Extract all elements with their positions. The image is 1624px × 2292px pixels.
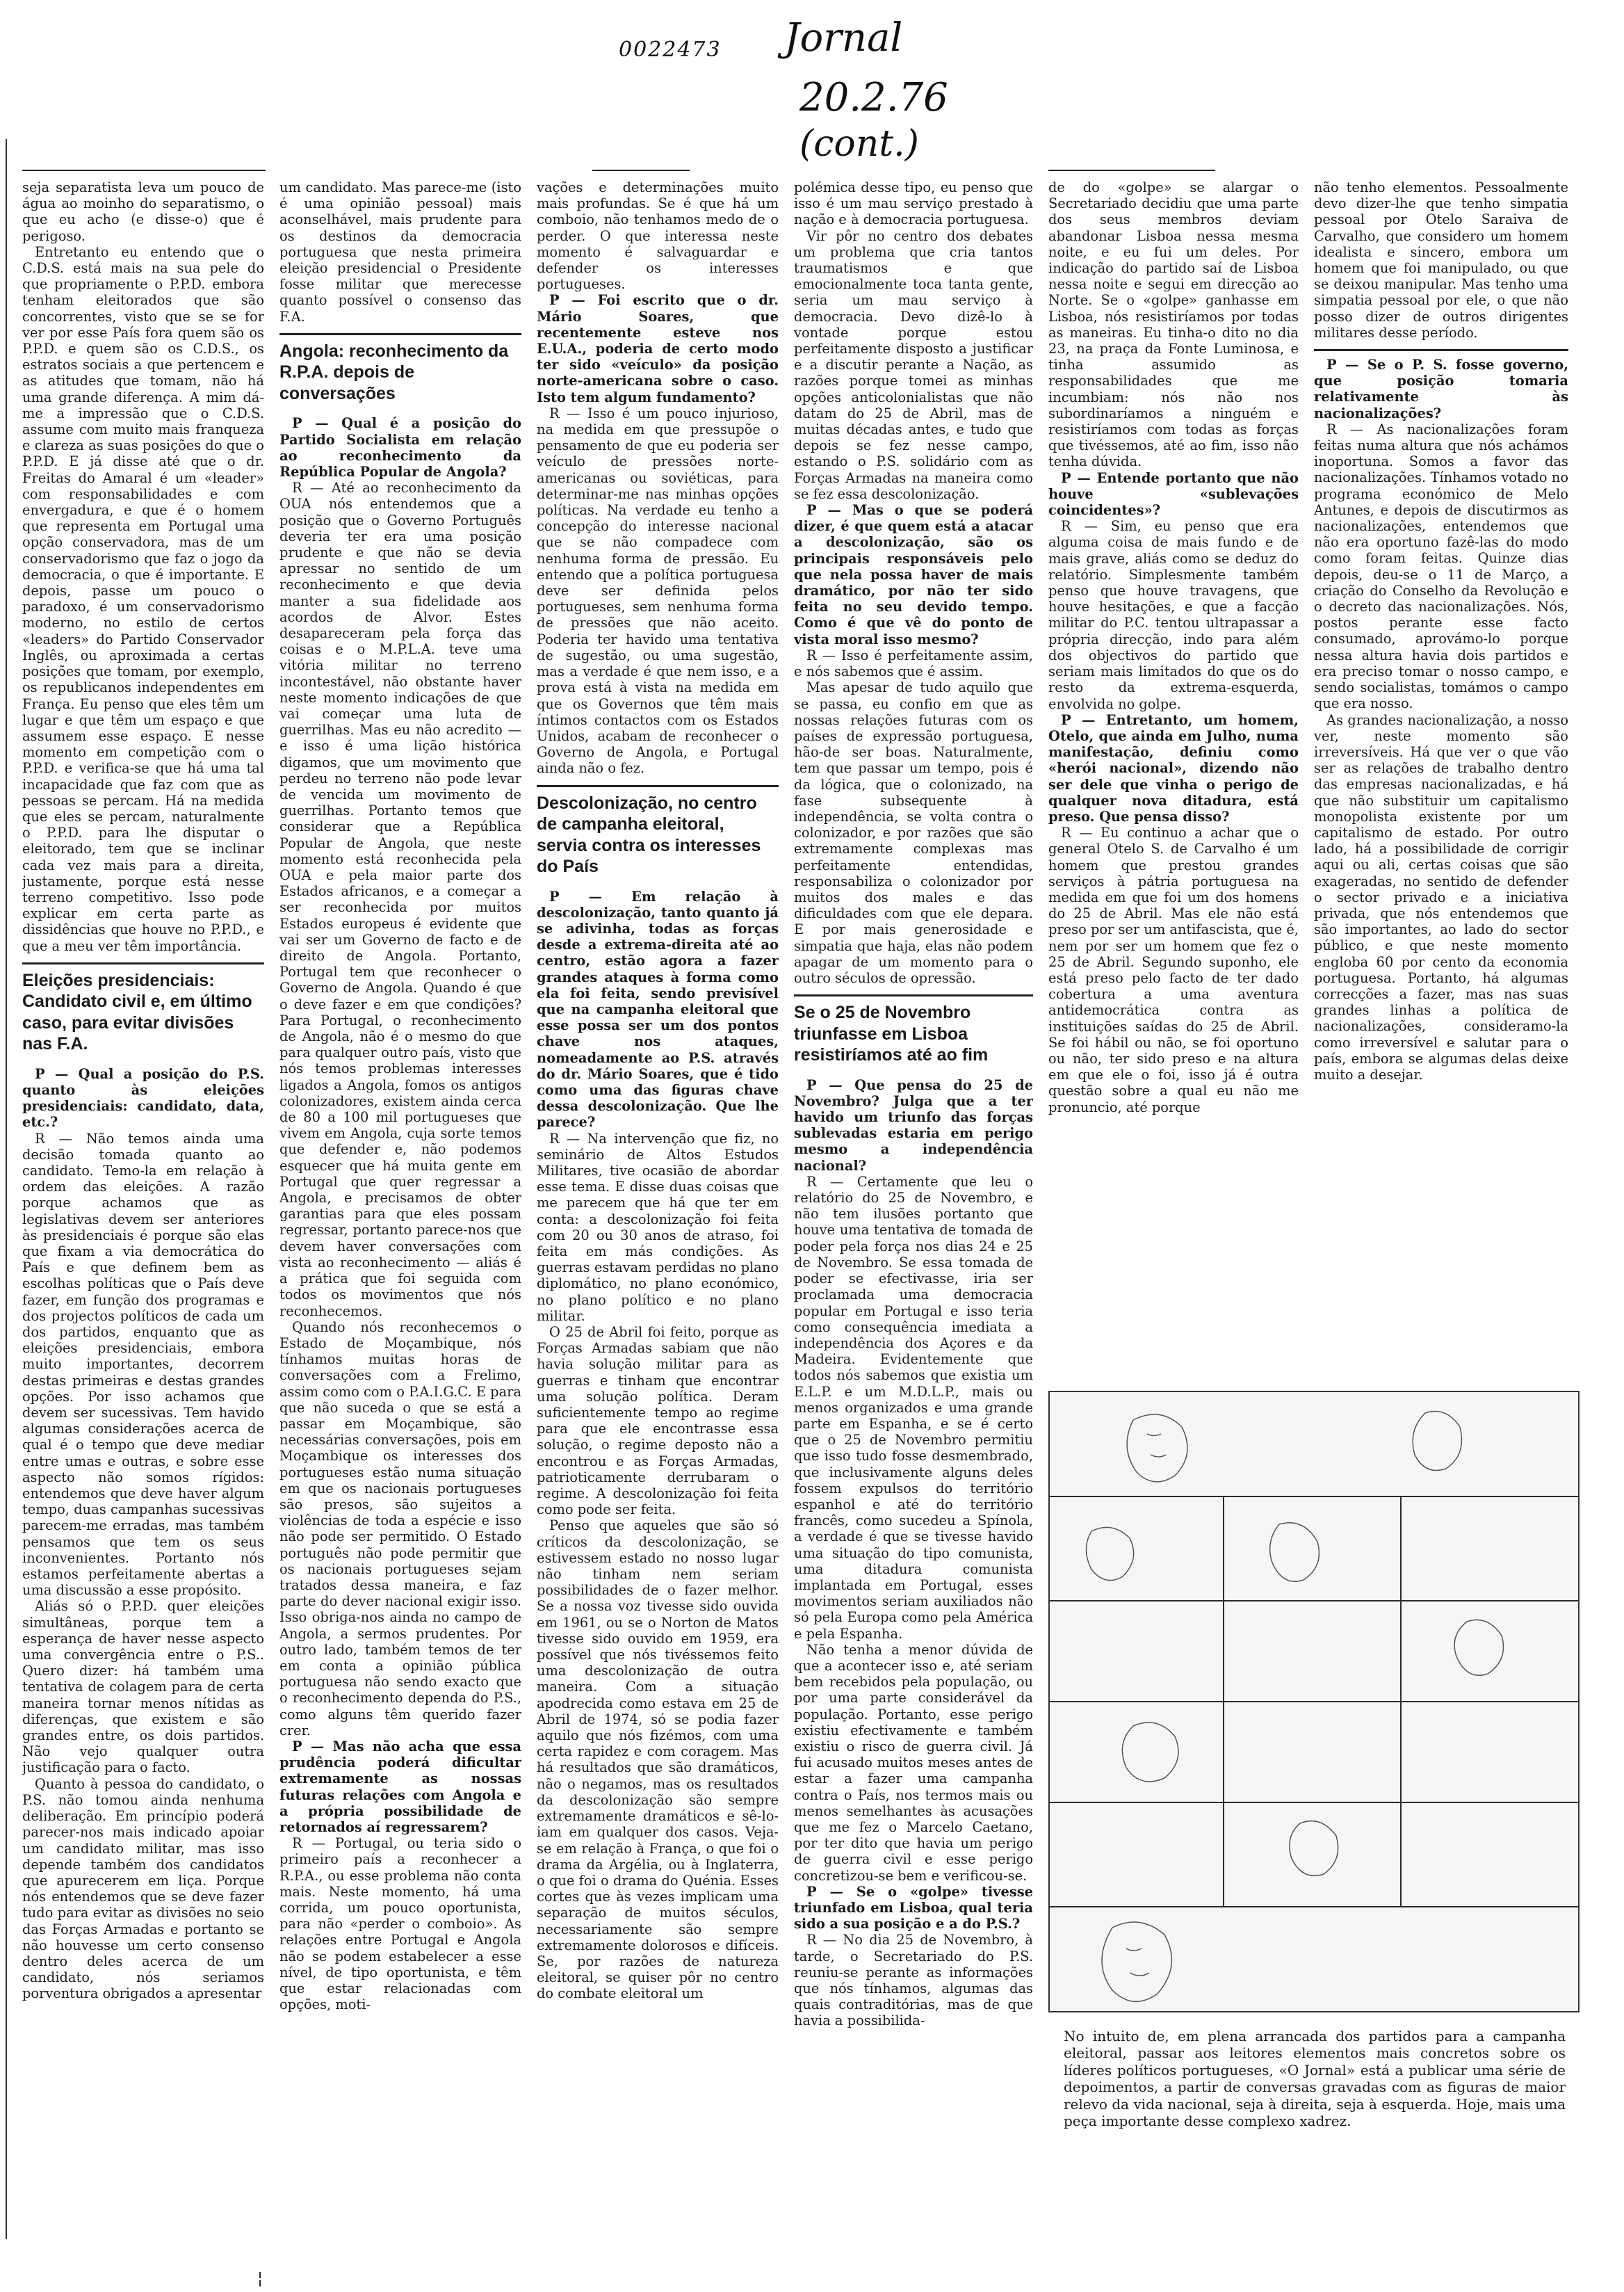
photo-caption: No intuito de, em plena arrancada dos partidos para a campanha eleitoral, passar aos leitores elementos mais concretos sobre os líderes políticos portugueses, «O Jornal» está a publicar uma série de depoimentos, a partir de conversas gravadas com as figuras de maior relevo da vida nacional, seja à direita, seja à esquerda. Hoje, mais uma peça importante desse complexo xadrez. [1064, 2028, 1566, 2129]
archive-reference-number: 0022473 [619, 38, 722, 62]
paragraph: vações e determinações muito mais profundas. Se é que há um comboio, não tenhamos medo de o perder. O que interessa neste momento é salvaguardar e defender os interesses portugueses. [537, 179, 779, 293]
paragraph: não tenho elementos. Pessoalmente devo dizer-lhe que tenho simpatia pessoal por Otelo Saraiva de Carvalho, que considero um homem idealista e sincero, embora um homem que foi manipulado, ou que se deixou manipular. Mas tenho uma simpatia pessoal por ele, o que não posso dizer de outros dirigentes militares desse período. [1314, 179, 1568, 341]
answer: R — Até ao reconhecimento da OUA nós entendemos que a posição que o Governo Português deveria ter era uma posição prudente e que não se devia apressar no sentido de um reconhecimento e que devia manter a sua fidelidade aos acordos de Alvor. Estes desapareceram pela força das coisas e o M.P.L.A. teve uma vitória militar no terreno incontestável, não obstante haver neste momento indicações de que vai começar uma luta de guerrilhas. Mas eu não acredito — e isso é uma lição histórica digamos, que um movimento que perdeu no terreno não pode levar de vencida um movimento de guerrilhas. Portanto temos que considerar que a República Popular de Angola, que neste momento está reconhecida pela OUA e pela maior parte dos Estados africanos, e a começar a ser reconhecida por muitos Estados europeus é evidente que vai ser um Governo de facto e de direito de Angola. Portanto, Portugal tem que reconhecer o Governo de Angola. Quando é que o deve fazer e em que condições? Para Portugal, o reconhecimento de Angola, não é o mesmo do que para qualquer outro país, visto que nós temos problemas interesses ligados a Angola, fomos os antigos colonizadores, existem ainda cerca de 80 a 100 mil portugueses que vivem em Angola, cuja sorte temos que defender e, não podemos esquecer que há muita gente em Portugal que quer regressar a Angola, e precisamos de obter garantias para que eles possam regressar, portanto parece-nos que devem haver conversações com vista ao reconhecimento — aliás é a prática que foi seguida com todos os movimentos que nós reconhecemos. [279, 480, 521, 1319]
paragraph: Não tenha a menor dúvida de que a acontecer isso e, até seriam bem recebidos pela população, ou por uma parte considerável da população. Portanto, esse perigo existiu efectivamente e também existiu o risco de guerra civil. Já fui acusado muitos meses antes de estar a fazer uma campanha contra o País, nos termos mais ou menos semelhantes às acusações que me fez o Marcelo Caetano, por ter dito que havia um perigo de guerra civil e esse perigo concretizou-se bem e verificou-se. [794, 1641, 1033, 1884]
top-rule [22, 170, 266, 171]
handwritten-date: 20.2.76 [799, 75, 948, 120]
article-column-5 [1048, 179, 1299, 1362]
paragraph: As grandes nacionalização, a nosso ver, neste momento são irreversíveis. Há que ver o que vão ser as relações de trabalho dentro das empresas nacionalizadas, e há que não substituir um capitalismo monopolista existente por um capitalismo de estado. Por outro lado, há a possibilidade de corrigir aqui ou ali, certas coisas que são exageradas, no sentido de defender o sector privado e a iniciativa privada, que nós entendemos que são importantes, ao lado do sector público, e que neste momento engloba 60 por cento da economia portuguesa. Portanto, há algumas correcções a fazer, mas nas suas grandes linhas a política de nacionalizações, consideramo-la como irreversível e salutar para o país, embora se algumas delas deixe muito a desejar. [1314, 711, 1568, 1083]
question: P — Se o P. S. fosse governo, que posição tomaria relativamente às nacionalizações? [1314, 357, 1568, 421]
paragraph: Penso que aqueles que são só críticos da descolonização, se estivessem estado no nosso lugar não tinham nem seriam possibilidades de o fazer melhor. Se a nossa voz tivesse sido ouvida em 1961, ou se o Norton de Matos tivesse sido ouvido em 1959, era possível que nós tivéssemos feito uma descolonização de outra maneira. Com a situação apodrecida como estava em 25 de Abril de 1974, só se podia fazer aquilo que nós fizémos, com uma certa rapidez e com coragem. Mas há resultados que são dramáticos, não o negamos, mas os resultados da descolonização são sempre extremamente dramáticos e sê-lo-iam em qualquer dos casos. Veja-se em relação à França, o que foi o drama da Argélia, ou à Inglaterra, o que foi o drama do Quénia. Esses cortes que às vezes implicam uma separação de muitos séculos, necessariamente são sempre extremamente dolorosos e difíceis. Se, por razões de natureza eleitoral, se quiser pôr no centro do combate eleitoral um [537, 1517, 779, 2002]
section-rule [794, 994, 1033, 996]
photo-strip-image [1050, 1392, 1578, 2011]
article-column-6 [1314, 179, 1568, 1362]
paragraph: Quando nós reconhecemos o Estado de Moçambique, nós tínhamos muitas horas de conversações com a Frelimo, assim como com o P.A.I.G.C. E para que não suceda o que se está a passar em Moçambique, são necessárias conversações, pois em Moçambique os interesses dos portugueses estão numa situação em que os nacionais portugueses são presos, são sujeitos a violências de toda a espécie e isso não pode ser permitido. O Estado português não pode permitir que os nacionais portugueses sejam tratados dessa maneira, e faz parte do dever nacional exigir isso. Isso obriga-nos ainda no campo de Angola, a sermos prudentes. Por outro lado, também temos de ter em conta a opinião pública portuguesa não sendo exacto que o reconhecimento dependa do P.S., como alguns têm querido fazer crer. [279, 1318, 521, 1738]
paragraph: Mas apesar de tudo aquilo que se passa, eu confio em que as nossas relações futuras com os países de expressão portuguesa, hão-de ser boas. Naturalmente, tem que passar um tempo, pois é da lógica, que o colonizado, na fase subsequente à independência, se volta contra o colonizador, e por razões que são extremamente complexas mas perfeitamente entendidas, responsabiliza o colonizador por muitos dos males e das dificuldades com que ele depara. E por mais generosidade e simpatia que haja, elas não podem apagar de um momento para o outro séculos de opressão. [794, 679, 1033, 986]
section-headline: Descolonização, no centro de campanha eleitoral, servia contra os interesses do País [537, 793, 761, 877]
top-rule [592, 170, 690, 171]
answer: R — As nacionalizações foram feitas numa altura que nós achámos inoportuna. Somos a favor das nacionalizações. Tínhamos votado no programa económico de Melo Antunes, e depois de discutirmos as nacionalizações, entendemos que não era oportuno fazê-las do modo como foram feitas. Quinze dias depois, deu-se o 11 de Março, a criação do Conselho da Revolução e o decreto das nacionalizações. Nós, postos perante esse facto consumado, aprovámo-lo porque nessa altura havia dois partidos e era preciso tomar o nosso campo, e sendo socialistas, tomámos o campo que era nosso. [1314, 421, 1568, 712]
question: P — Entende portanto que não houve «sublevações coincidentes»? [1048, 469, 1299, 519]
answer: R — Na intervenção que fiz, no seminário de Altos Estudos Militares, tive ocasião de abordar esse tema. E disse duas coisas que me parecem que há que ter em conta: a descolonização foi feita com 20 ou 30 anos de atraso, foi feita em más condições. As guerras estavam perdidas no plano diplomático, no plano económico, no plano político e no plano militar. [537, 1130, 779, 1324]
paragraph: O 25 de Abril foi feito, porque as Forças Armadas sabiam que não havia solução militar para as guerras e tinham que encontrar uma solução política. Deram suficientemente tempo ao regime para que ele encontrasse essa solução, o regime deposto não a encontrou e as Forças Armadas, patrioticamente derrubaram o regime. A descolonização foi feita como pode ser feita. [537, 1324, 779, 1518]
question: P — Entretanto, um homem, Otelo, que ainda em Julho, numa manifestação, definiu como «herói nacional», dizendo não ser dele que vinha o perigo de qualquer nova ditadura, está preso. Que pensa disso? [1048, 711, 1299, 825]
article-column-1 [22, 179, 264, 2238]
photo-strip [1048, 1391, 1580, 2012]
section-headline: Angola: reconhecimento da R.P.A. depois de conversações [279, 341, 509, 403]
top-rule [1048, 170, 1215, 171]
section-rule [537, 785, 779, 787]
answer: R — Sim, eu penso que era alguma coisa de mais fundo e de mais grave, aliás como se deduz do relatório. Simplesmente também penso que houve travagens, que houve hesitações, e que a facção militar do P.C. tentou ultrapassar a própria direcção, indo para além dos objectivos do partido que seriam mais limitados do que os do resto da extrema-esquerda, envolvida no golpe. [1048, 518, 1299, 712]
question: P — Se o «golpe» tivesse triunfado em Lisboa, qual teria sido a sua posição e a do P.S.? [794, 1883, 1033, 1932]
article-column-3 [537, 179, 779, 2238]
question: P — Em relação à descolonização, tanto quanto já se adivinha, todas as forças desde a extrema-direita até ao centro, estão agora a fazer grandes ataques à forma como ela foi feita, sendo previsível que na campanha eleitoral que esse possa ser um dos pontos chave nos ataques, nomeadamente ao P.S. através do dr. Mário Soares, que é tido como uma das figuras chave dessa descolonização. Que lhe parece? [537, 888, 779, 1131]
answer: R — Portugal, ou teria sido o primeiro país a reconhecer a R.P.A., ou esse problema não conta mais. Neste momento, há uma corrida, um pouco oportunista, para não «perder o comboio». As relações entre Portugal e Angola não se podem estabelecer a esse nível, de tipo oportunista, e têm que estar relacionadas com opções, moti- [279, 1835, 521, 2013]
article-column-2 [279, 179, 521, 2238]
answer: R — Isso é perfeitamente assim, e nós sabemos que é assim. [794, 647, 1033, 680]
question: P — Mas não acha que essa prudência poderá dificultar extremamente as nossas futuras relações com Angola e a própria possibilidade de retornados aí regressarem? [279, 1738, 521, 1835]
section-rule [279, 333, 521, 335]
section-headline: Eleições presidenciais: Candidato civil e, em último caso, para evitar divisões nas F.A. [22, 970, 252, 1054]
paragraph: Quanto à pessoa do candidato, o P.S. não tomou ainda nenhuma deliberação. Em princípio poderá parecer-nos mais indicado apoiar um candidato militar, mas isso depende também dos candidatos que apurecerem em liça. Porque nós entendemos que se deve fazer tudo para evitar as divisões no seio das Forças Armadas e portanto se não houvesse um certo consenso dentro deles acerca de um candidato, nós seriamos porventura obrigados a apresentar [22, 1775, 264, 2002]
paragraph: de do «golpe» se alargar o Secretariado decidiu que uma parte dos seus membros deviam abandonar Lisboa nessa mesma noite, e eu fui um deles. Por indicação do partido saí de Lisboa nessa noite e segui em direcção ao Norte. Se o «golpe» ganhasse em Lisboa, nós resistiríamos por todas as maneiras. Eu tinha-o dito no dia 23, na praça da Fonte Luminosa, e tinha assumido as responsabilidades que me incumbiam: nós não nos subordinaríamos a ninguém e resistiríamos com todas as forças que tivéssemos, até ao fim, isso não tenha dúvida. [1048, 179, 1299, 470]
page-left-edge [6, 139, 7, 2239]
paragraph: Entretanto eu entendo que o C.D.S. está mais na sua pele do que propriamente o P.P.D. embora tenham eleitorados que são concorrentes, visto que se se for ver por esse País fora quem são os P.P.D. e quem são os C.D.S., os estratos sociais a que pertencem e as atitudes que tomam, não há uma grande diferença. A mim dá-me a impressão que o C.D.S. assume com muito mais franqueza e clareza as suas posições do que o P.P.D. E já disse até que o dr. Freitas do Amaral é um «leader» com responsabilidades e com envergadura, e que é o homem que representa em Portugal uma opção conservadora, mas de um conservadorismo que faz o jogo da democracia, o que é importante. E depois, passe um pouco o paradoxo, é um conservadorismo moderno, no estilo de certos «leaders» do Partido Conservador Inglês, ou aproximada a certas posições que tomam, por exemplo, os republicanos independentes em França. Eu penso que eles têm um lugar e que têm um espaço e que assumem esse espaço. E nesse momento em competição com o P.P.D. e verifica-se que há uma tal incapacidade que faz com que as pessoas se percam. Há na medida que eles se percam, naturalmente o P.P.D. para lhe disputar o eleitorado, tem que se inclinar cada vez mais para a direita, justamente, porque está nesse terreno competitivo. Isso pode explicar em certa parte as dissidências que houve no P.P.D., e que a meu ver têm importância. [22, 243, 264, 954]
paragraph: Vir pôr no centro dos debates um problema que cria tantos traumatismos e que emocionalmente toca tanta gente, seria um mau serviço à democracia. Devo dizê-lo à vontade porque estou perfeitamente disposto a justificar e a discutir perante a Nação, as razões porque tomei as minhas opções anticolonialistas que não datam do 25 de Abril, mas de muitas décadas antes, e tudo que depois se fez nesse campo, estando o P.S. solidário com as Forças Armadas na maneira como se fez essa descolonização. [794, 227, 1033, 502]
handwritten-continued-note: (cont.) [799, 123, 919, 165]
paragraph: polémica desse tipo, eu penso que isso é um mau serviço prestado à nação e à democracia portuguesa. [794, 179, 1033, 228]
section-rule [22, 962, 264, 965]
question: P — Que pensa do 25 de Novembro? Julga que a ter havido um triunfo das forças sublevadas estaria em perigo mesmo a independência nacional? [794, 1076, 1033, 1174]
handwritten-publication-name: Jornal [784, 15, 903, 60]
paragraph: um candidato. Mas parece-me (isto é uma opinião pessoal) mais aconselhável, mais prudente para os destinos da democracia portuguesa que nesta primeira eleição presidencial o Presidente fosse militar que merecesse quanto possível o consenso das F.A. [279, 179, 521, 325]
section-rule [1314, 349, 1568, 351]
question: P — Mas o que se poderá dizer, é que quem está a atacar a descolonização, são os principais responsáveis pelo que nela possa haver de mais dramático, por não ter sido feita no seu devido tempo. Como é que vê do ponto de vista moral isso mesmo? [794, 502, 1033, 647]
answer: R — No dia 25 de Novembro, à tarde, o Secretariado do P.S. reuniu-se perante as informações que nós tínhamos, algumas das quais contraditórias, mas de que havia a possibilida- [794, 1932, 1033, 2029]
answer: R — Eu continuo a achar que o general Otelo S. de Carvalho é um homem que prestou grandes serviços à pátria portuguesa na medida em que foi um dos homens do 25 de Abril. Mas ele não está preso por ser um antifascista, que é, nem por ser um homem que fez o 25 de Abril. Segundo suponho, ele está preso pelo facto de ter dado cobertura a uma aventura antidemocrática contra as instituições saídas do 25 de Abril. Se foi hábil ou não, se foi oportuno ou não, ter sido preso e na altura em que ele o foi, isso já é outra questão sobre a qual eu não me pronuncio, até porque [1048, 825, 1299, 1115]
question: P — Foi escrito que o dr. Mário Soares, que recentemente esteve nos E.U.A., poderia de certo modo ter sido «veículo» da posição norte-americana sobre o caso. Isto tem algum fundamento? [537, 292, 779, 405]
section-headline: Se o 25 de Novembro triunfasse em Lisboa resistiríamos até ao fim [794, 1003, 989, 1065]
answer: R — Certamente que leu o relatório do 25 de Novembro, e não tem ilusões portanto que houve uma tentativa de tomada de poder pela força nos dias 24 e 25 de Novembro. Se essa tomada de poder se efectivasse, iria ser proclamada uma democracia popular em Portugal e isso teria como consequência imediata a independência dos Açores e da Madeira. Evidentemente que todos nós sabemos que existia um E.L.P. e um M.D.L.P., mais ou menos organizados e uma grande parte em Espanha, e se é certo que o 25 de Novembro permitiu que isso tudo fosse desmembrado, que inclusivamente alguns deles fossem expulsos do território espanhol e até do território francês, como sucedeu a Spínola, a verdade é que se tivesse havido uma situação do tipo comunista, uma ditadura comunista implantada em Portugal, esses movimentos seriam auxiliados não só pela Europa como pela América e pela Espanha. [794, 1173, 1033, 1642]
article-column-4 [794, 179, 1033, 2238]
paragraph: seja separatista leva um pouco de água ao moinho do separatismo, o que eu acho (e disse-o) que é perigoso. [22, 179, 264, 244]
question: P — Qual a posição do P.S. quanto às eleições presidenciais: candidato, data, etc.? [22, 1065, 264, 1131]
paragraph: Aliás só o P.P.D. quer eleições simultâneas, porque tem a esperança de haver nesse aspecto uma convergência entre o P.S.. Quero dizer: há também uma tentativa de colagem para de certa maneira tornar menos nítidas as diferenças, que existem e são grandes entre, os dois partidos. Não vejo qualquer outra justificação para o facto. [22, 1598, 264, 1776]
answer: R — Isso é um pouco injurioso, na medida em que pressupõe o pensamento de que eu poderia ser veículo de pressões norte-americanas ou soviéticas, para determinar-me nas minhas opções políticas. Na verdade eu tenho a concepção do interesse nacional que se não compadece com nenhuma forma de pressão. Eu entendo que a política portuguesa deve ser definida pelos portugueses, sem nenhuma forma de pressões que não aceito. Poderia ter havido uma tentativa de sugestão, ou uma sugestão, mas a verdade é que nem isso, e a prova está à vista na medida em que os Governos que têm mais íntimos contactos com os Estados Unidos, acabam de reconhecer o Governo de Angola, e Portugal ainda não o fez. [537, 405, 779, 777]
answer: R — Não temos ainda uma decisão tomada quanto ao candidato. Temo-la em relação à ordem das eleições. A razão porque achamos que as legislativas devem ser anteriores às presidenciais é porque são elas que fixam a via democrática do País e que definem bem as escolhas políticas que o País deve fazer, em função dos programas e dos projectos políticos de cada um dos partidos, enquanto que as eleições presidenciais, embora muito importantes, decorrem destas primeiras e destas grandes opções. Por isso achamos que devem ser sucessivas. Tem havido algumas considerações acerca de qual é o tempo que deve mediar entre umas e outras, e sobre esse aspecto não somos rígidos: entendemos que deve haver algum tempo, duas campanhas sucessivas parecem-me erradas, mas também pensamos que tem os seus inconvenientes. Portanto nós estamos perfeitamente abertas a uma discussão a esse propósito. [22, 1130, 264, 1599]
footer-mark: ¦ [257, 2268, 263, 2288]
question: P — Qual é a posição do Partido Socialista em relação ao reconhecimento da República Popular de Angola? [279, 415, 521, 480]
